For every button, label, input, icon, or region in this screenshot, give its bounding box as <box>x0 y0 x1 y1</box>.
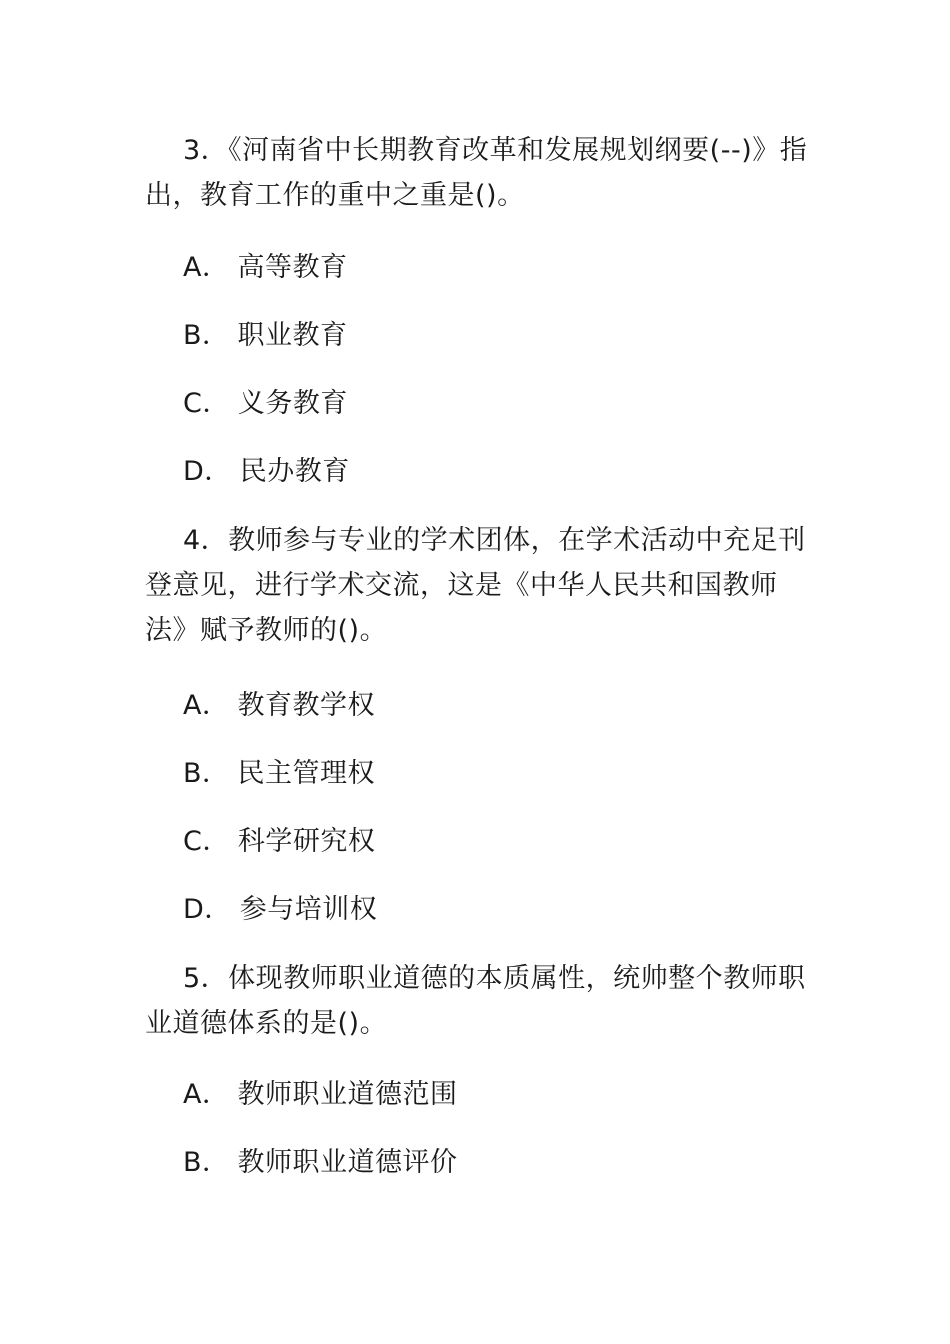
option-text: 民主管理权 <box>237 758 376 789</box>
question-5-option-a <box>183 1075 457 1115</box>
question-3-option-a <box>183 248 347 288</box>
question-3-option-d <box>183 452 350 492</box>
question-4-option-d <box>183 890 377 930</box>
option-text: 参与培训权 <box>239 894 378 925</box>
question-3-stem: 3．《河南省中长期教育改革和发展规划纲要(--)》指出，教育工作的重中之重是()。 <box>145 135 808 211</box>
option-text: 教师职业道德范围 <box>237 1079 458 1110</box>
option-text: 高等教育 <box>237 252 348 283</box>
question-3-option-c <box>183 384 348 424</box>
option-letter: B． <box>183 1147 230 1178</box>
option-letter: B． <box>183 758 230 789</box>
option-text: 科学研究权 <box>237 826 376 857</box>
question-4-option-c <box>183 822 375 862</box>
option-letter: B． <box>183 320 230 351</box>
question-4-stem: 4．教师参与专业的学术团体，在学术活动中充足刊登意见，进行学术交流，这是《中华人民共和国教师法》赋予教师的()。 <box>145 525 806 646</box>
option-text: 职业教育 <box>237 320 348 351</box>
question-4-option-a <box>183 686 375 726</box>
question-5-option-b <box>183 1143 458 1183</box>
option-text: 民办教育 <box>239 456 350 487</box>
option-letter: D． <box>183 456 232 487</box>
option-text: 教育教学权 <box>237 690 375 721</box>
question-4-option-b <box>183 754 375 794</box>
option-letter: C． <box>183 826 230 857</box>
option-letter: A． <box>183 252 230 283</box>
question-3-option-b <box>183 316 348 356</box>
option-letter: A． <box>183 1079 230 1110</box>
option-text: 教师职业道德评价 <box>237 1147 458 1178</box>
question-5-stem: 5．体现教师职业道德的本质属性，统帅整个教师职业道德体系的是()。 <box>145 963 806 1039</box>
option-text: 义务教育 <box>237 388 348 419</box>
option-letter: C． <box>183 388 230 419</box>
option-letter: D． <box>183 894 232 925</box>
option-letter: A． <box>183 690 230 721</box>
